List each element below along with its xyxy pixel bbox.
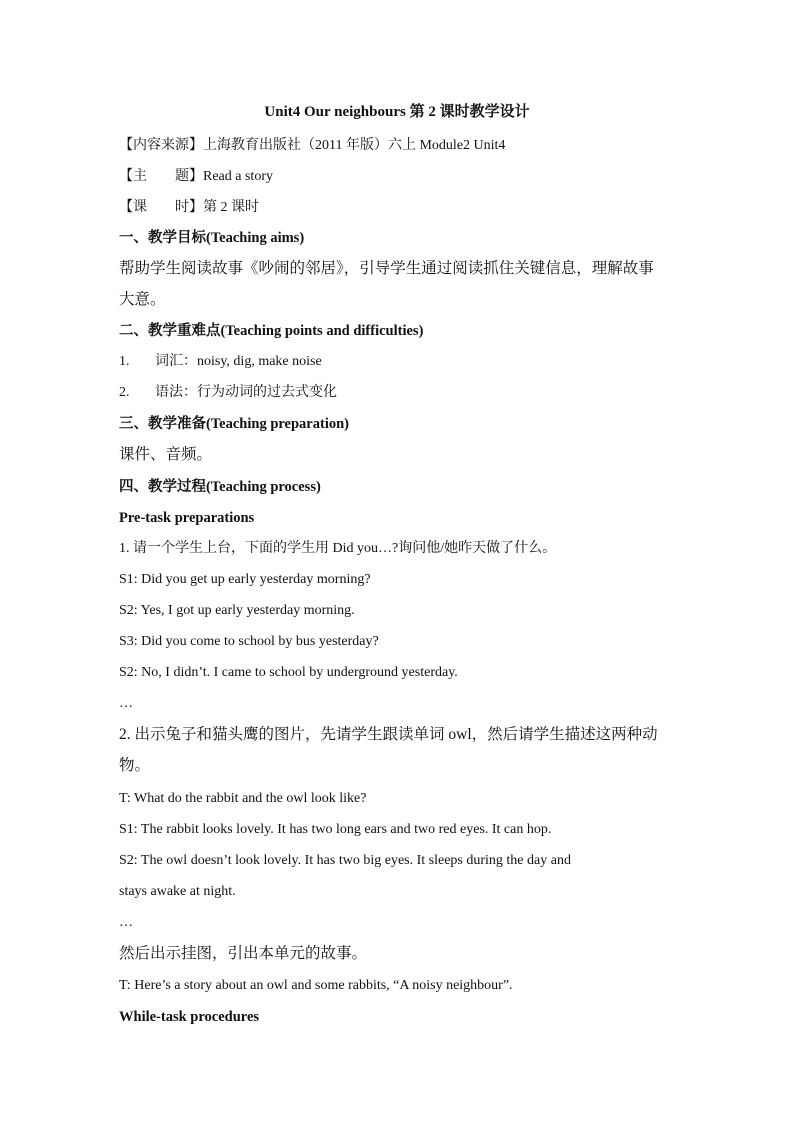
student-answer-2-line-2: stays awake at night. (119, 884, 236, 899)
pre-task-heading: Pre-task preparations (119, 510, 255, 526)
point-2-number: 2. (119, 385, 130, 400)
dialogue-line-4: S2: No, I didn’t. I came to school by underground yesterday. (119, 665, 458, 680)
aims-text-line-1: 帮助学生阅读故事《吵闹的邻居》，引导学生通过阅读抓住关键信息，理解故事 (119, 260, 654, 277)
prep-text: 课件、音频。 (119, 446, 213, 463)
step-2-line-1: 2. 出示兔子和猫头鹰的图片，先请学生跟读单词 owl，然后请学生描述这两种动 (119, 726, 658, 743)
source-line (119, 135, 505, 156)
student-answer-2-line-1: S2: The owl doesn’t look lovely. It has two big eyes. It sleeps during the day and (119, 853, 571, 868)
topic-label: 【主 题】 (119, 168, 203, 184)
topic-line (119, 166, 273, 187)
source-label: 【内容来源】 (119, 137, 203, 153)
step-2-line-2: 物。 (119, 757, 151, 774)
prep-heading: 三、教学准备(Teaching preparation) (119, 416, 349, 432)
dialogue-line-2: S2: Yes, I got up early yesterday morning. (119, 603, 355, 618)
aims-heading: 一、教学目标(Teaching aims) (119, 230, 305, 246)
point-2-text: 语法：行为动词的过去式变化 (155, 385, 337, 400)
while-task-heading: While-task procedures (119, 1009, 260, 1025)
period-label: 【课 时】 (119, 199, 203, 215)
teacher-story-intro: T: Here’s a story about an owl and some rabbits, “A noisy neighbour”. (119, 978, 513, 993)
topic-value: Read a story (203, 169, 273, 184)
point-1-text: 词汇：noisy, dig, make noise (155, 354, 322, 369)
ellipsis-1: … (119, 696, 133, 711)
dialogue-line-3: S3: Did you come to school by bus yesterday? (119, 634, 379, 649)
period-line (119, 197, 259, 218)
aims-text-line-2: 大意。 (119, 291, 166, 308)
point-item-2 (119, 383, 337, 403)
teacher-question-1: T: What do the rabbit and the owl look like? (119, 791, 367, 806)
point-item-1 (119, 352, 322, 372)
dialogue-line-1: S1: Did you get up early yesterday morning? (119, 572, 371, 587)
step-1-text: 1. 请一个学生上台，下面的学生用 Did you…?询问他/她昨天做了什么。 (119, 541, 557, 556)
period-value: 第 2 课时 (203, 200, 259, 215)
student-answer-1: S1: The rabbit looks lovely. It has two long ears and two red eyes. It can hop. (119, 822, 552, 837)
ellipsis-2: … (119, 915, 133, 930)
document-title: Unit4 Our neighbours 第 2 课时教学设计 (264, 104, 530, 120)
source-value: 上海教育出版社（2011 年版）六上 Module2 Unit4 (203, 138, 506, 153)
point-1-number: 1. (119, 354, 130, 369)
then-text: 然后出示挂图，引出本单元的故事。 (119, 945, 368, 962)
process-heading: 四、教学过程(Teaching process) (119, 479, 321, 495)
points-heading: 二、教学重难点(Teaching points and difficulties) (119, 323, 424, 339)
